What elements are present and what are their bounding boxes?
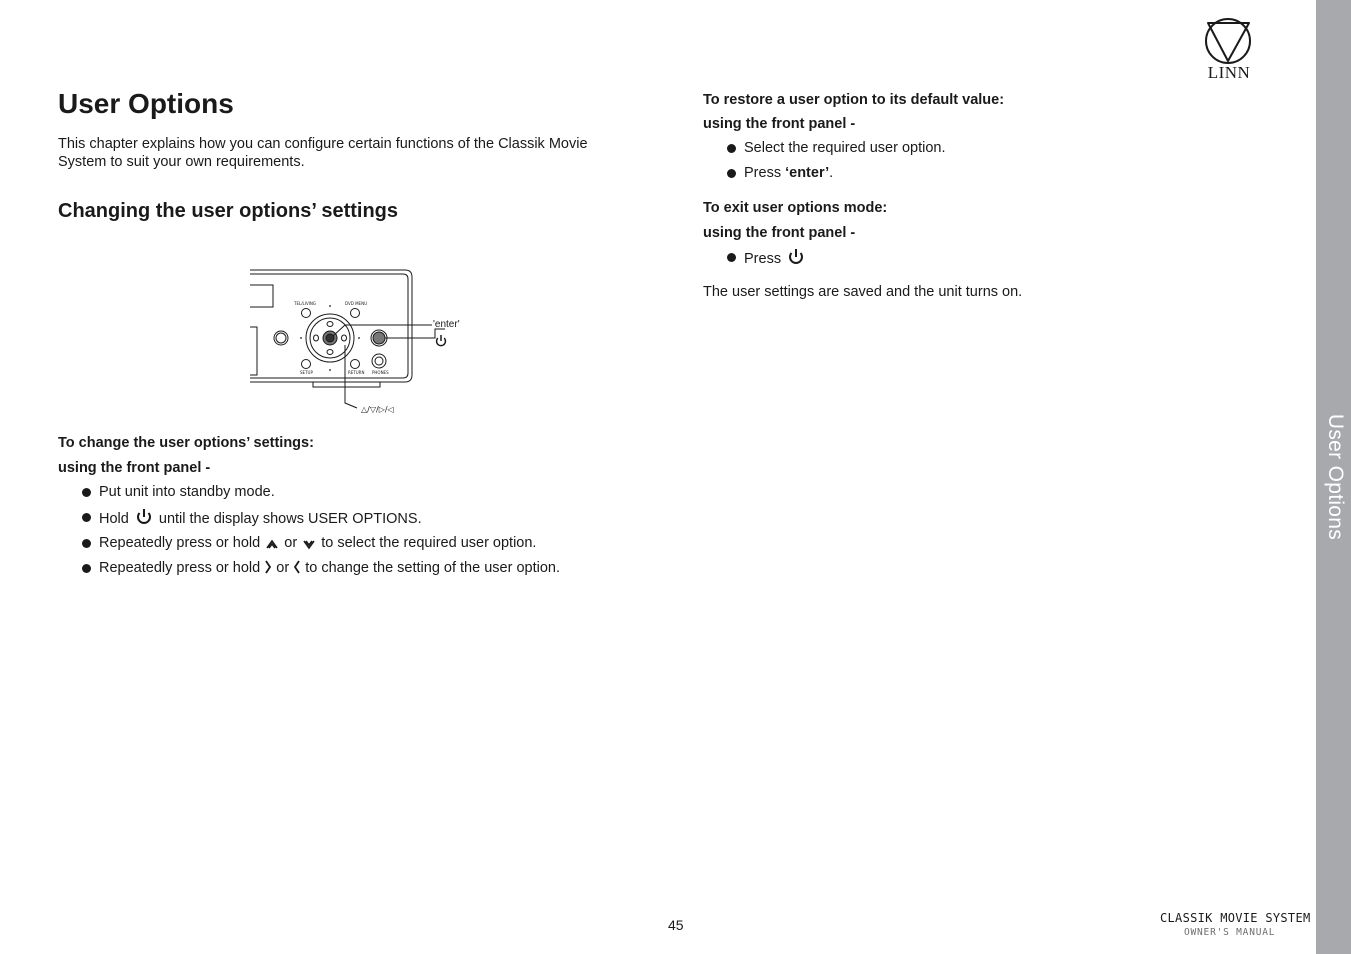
bullet xyxy=(82,539,91,548)
step-text: Select the required user option. xyxy=(744,140,946,156)
linn-logo-icon xyxy=(1203,17,1255,65)
restore-steps-list xyxy=(703,139,946,188)
step-text: or xyxy=(284,535,298,551)
intro-line-1: This chapter explains how you can configure certain functions of the Classik Movie xyxy=(58,136,588,152)
bullet xyxy=(727,169,736,178)
exit-steps-list xyxy=(703,248,807,275)
front-panel-diagram xyxy=(245,265,475,420)
change-steps-list xyxy=(58,483,560,583)
step-text: . xyxy=(829,164,834,181)
callout-power-icon xyxy=(437,335,446,346)
bullet xyxy=(727,253,736,262)
power-icon xyxy=(133,508,155,526)
exit-heading: To exit user options mode: xyxy=(703,200,888,216)
page-number: 45 xyxy=(668,917,684,933)
bullet xyxy=(82,488,91,497)
label-tel-living: TEL/LIVING xyxy=(294,301,316,306)
bullet xyxy=(727,144,736,153)
right-arrow-icon xyxy=(264,559,272,575)
intro-line-2: System to suit your own requirements. xyxy=(58,154,305,170)
section-heading: Changing the user options’ settings xyxy=(58,200,399,222)
left-arrow-icon xyxy=(293,559,301,575)
label-setup: SETUP xyxy=(300,370,313,375)
closing-paragraph: The user settings are saved and the unit turns on. xyxy=(703,284,1023,300)
side-tab-label: User Options xyxy=(1324,413,1347,541)
restore-heading: To restore a user option to its default value: xyxy=(703,92,1005,108)
step-text: to select the required user option. xyxy=(321,535,537,551)
footer-product-name: CLASSIK MOVIE SYSTEM xyxy=(1160,911,1311,925)
linn-logo xyxy=(1203,17,1255,83)
enter-callout-label: 'enter' xyxy=(433,319,460,330)
down-arrow-icon xyxy=(301,536,317,550)
step-text: Press xyxy=(744,164,782,181)
up-arrow-icon xyxy=(264,536,280,550)
step-text: to change the setting of the user option. xyxy=(305,559,560,576)
list-item xyxy=(703,164,946,182)
label-phones: PHONES xyxy=(372,370,389,375)
step-text: Hold xyxy=(99,510,129,527)
step-text: Repeatedly press or hold xyxy=(99,559,261,576)
step-text: Press xyxy=(744,251,782,267)
footer-manual-label: OWNER'S MANUAL xyxy=(1184,927,1276,938)
exit-subheading: using the front panel - xyxy=(703,225,856,241)
front-panel-figure xyxy=(245,265,475,420)
list-item xyxy=(58,483,560,501)
step-text: until the display shows USER OPTIONS. xyxy=(158,510,422,527)
label-return: RETURN xyxy=(348,370,365,375)
step-text: Repeatedly press or hold xyxy=(99,535,261,551)
bullet xyxy=(82,513,91,522)
arrows-callout-label: △/▽/▷/◁ xyxy=(361,405,394,414)
list-item xyxy=(703,139,946,157)
list-item xyxy=(58,508,560,528)
step-text: or xyxy=(276,559,290,576)
power-icon xyxy=(785,248,807,266)
change-subheading: using the front panel - xyxy=(58,460,211,476)
linn-logo-text: LINN xyxy=(1207,63,1251,82)
step-text: Put unit into standby mode. xyxy=(99,484,275,500)
list-item xyxy=(703,248,807,268)
list-item xyxy=(58,534,560,552)
change-heading: To change the user options’ settings: xyxy=(58,435,314,451)
enter-keyword: ‘enter’ xyxy=(785,164,830,181)
list-item xyxy=(58,559,560,577)
label-dvd-menu: DVD MENU xyxy=(345,301,367,306)
intro-paragraph xyxy=(58,135,588,171)
page-title: User Options xyxy=(58,88,234,119)
bullet xyxy=(82,564,91,573)
restore-subheading: using the front panel - xyxy=(703,116,856,132)
